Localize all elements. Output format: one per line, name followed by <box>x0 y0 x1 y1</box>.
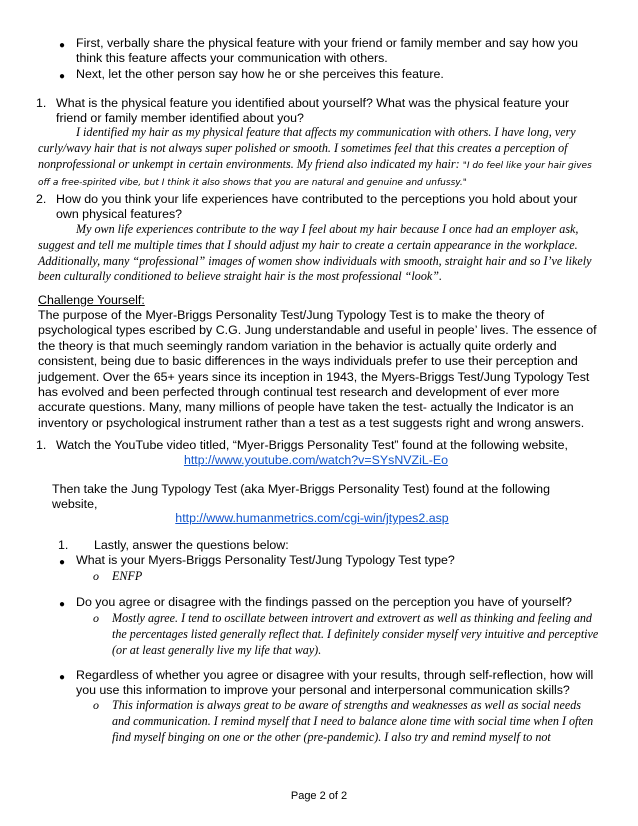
bullet-marker: ● <box>58 557 66 568</box>
intro-bullet-2: Next, let the other person say how he or she perceives this feature. <box>76 67 444 81</box>
q1-number: 1. <box>36 96 47 110</box>
bullet-marker: ● <box>58 672 66 683</box>
question-1-answer: ENFP <box>112 569 143 583</box>
q1-answer-text: I identified my hair as my physical feature that affects my communication with others. I have long, very curly/wavy hair that is not always super polished or smooth. I sometimes feel that this creates a perception of nonprofessional or unkempt in certain environments. My friend also indicated my hair: <box>38 125 576 171</box>
challenge-paragraph: The purpose of the Myer-Briggs Personality Test/Jung Typology Test is to make the theory of psychological types escribed by C.G. Jung understandable and useful in people’ lives. The essence of the theory is that much seemingly random variation in the behavior is actually quite orderly and consistent, being due to basic differences in the ways individuals prefer to use their perception and judgement. Over the 65+ years since its inception in 1943, the Myers-Briggs Test/Jung Typology Test has evolved and been perfected through continual test research and development of ever more accurate questions. Many, many millions of people have taken the test- actually the Indicator is an inventory or psychological instrument rather than a test as a test suggests right and wrong answers. <box>38 308 597 430</box>
question-2-text: Do you agree or disagree with the findings passed on the perception you have of yourself? <box>76 595 572 609</box>
sub-marker: o <box>93 569 99 583</box>
bullet-marker: ● <box>58 71 66 82</box>
humanmetrics-link[interactable]: http://www.humanmetrics.com/cgi-win/jtypes2.asp <box>175 511 449 525</box>
bullet-marker: ● <box>58 599 66 610</box>
bullet-marker: ● <box>58 40 66 51</box>
page-number-footer: Page 2 of 2 <box>290 790 348 802</box>
step3-text: Lastly, answer the questions below: <box>94 538 289 552</box>
step1-number: 1. <box>36 438 47 452</box>
q1-answer-quote: "I do feel like your hair gives off a free-spirited vibe, but I think it also shows that you are natural and genuine and unfussy." <box>38 160 592 189</box>
step3-number: 1. <box>58 538 69 552</box>
q2-question: How do you think your life experiences have contributed to the perceptions you hold about your own physical features? <box>56 192 578 221</box>
q1-question: What is the physical feature you identified about yourself? What was the physical feature your friend or family member identified about you? <box>56 96 570 125</box>
step1-text: Watch the YouTube video titled, “Myer-Briggs Personality Test” found at the following website, <box>56 438 568 452</box>
youtube-link[interactable]: http://www.youtube.com/watch?v=SYsNVZiL-Eo <box>183 453 449 467</box>
step2-text: Then take the Jung Typology Test (aka Myer-Briggs Personality Test) found at the following website, <box>52 482 550 511</box>
question-2-answer: Mostly agree. I tend to oscillate between introvert and extrovert as well as thinking and feeling and the percentages listed generally reflect that. I definitely consider myself very intuitive and perceptive (or at least generally live my life that way). <box>112 611 599 657</box>
intro-bullet-1: First, verbally share the physical feature with your friend or family member and say how you think this feature affects your communication with others. <box>76 36 579 65</box>
q2-number: 2. <box>36 192 47 206</box>
question-3-text: Regardless of whether you agree or disagree with your results, through self-reflection, how will you use this information to improve your personal and interpersonal communication skills? <box>76 668 594 697</box>
q2-answer: My own life experiences contribute to the way I feel about my hair because I once had an employer ask, suggest and tell me multiple times that I should adjust my hair to create a certain appearance in the workplace. Additionally, many “professional” images of women show individuals with smooth, straight hair and so I’ve likely been culturally conditioned to believe straight hair is the most professional “look”. <box>38 222 592 284</box>
question-1-text: What is your Myers-Briggs Personality Test/Jung Typology Test type? <box>76 553 455 567</box>
question-3-answer: This information is always great to be aware of strengths and weaknesses as well as social needs and communication. I remind myself that I need to balance alone time with social time when I often find myself binging on one or the other (pre-pandemic). I also try and remind myself to not <box>112 698 594 744</box>
sub-marker: o <box>93 611 99 625</box>
sub-marker: o <box>93 698 99 712</box>
q1-answer <box>38 125 598 192</box>
challenge-heading: Challenge Yourself: <box>38 293 145 307</box>
